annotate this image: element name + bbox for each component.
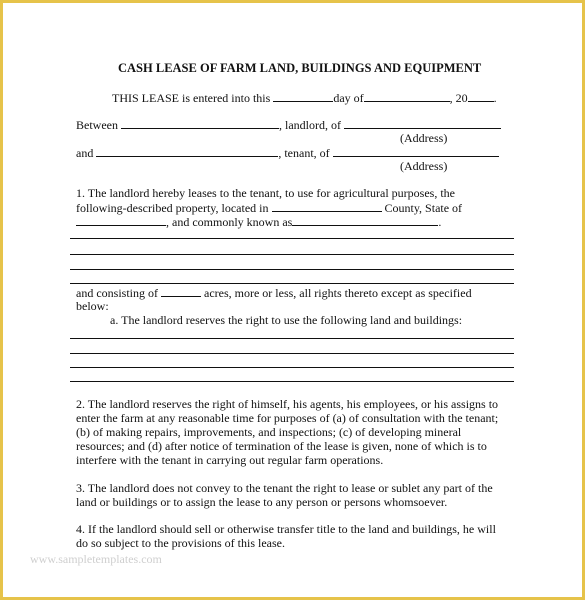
property-description-line-2[interactable] (70, 254, 514, 255)
intro-text-c: , 20 (449, 91, 468, 105)
landlord-address-field[interactable] (344, 117, 501, 129)
state-field[interactable] (76, 214, 166, 226)
and-label: and (76, 146, 94, 160)
p1-line2 (76, 200, 462, 215)
tenant-name-field[interactable] (96, 145, 278, 157)
below-text: below: (76, 299, 109, 313)
consisting-b: acres, more or less, all rights thereto except as specified (204, 286, 472, 300)
consisting-line (76, 285, 472, 300)
p1-line3a: , and commonly known as (166, 215, 293, 229)
p2-line-2: enter the farm at any reasonable time for purposes of (a) of consultation with the tenant; (76, 411, 499, 425)
p4-line-1: 4. If the landlord should sell or otherwise transfer title to the land and buildings, he will (76, 522, 496, 536)
landlord-line (76, 117, 501, 132)
p1-sub-a: a. The landlord reserves the right to use the following land and buildings: (110, 313, 463, 327)
landlord-name-field[interactable] (121, 117, 279, 129)
reserved-land-line-1[interactable] (70, 338, 514, 339)
landlord-role: , landlord, of (278, 118, 341, 132)
tenant-address-caption: (Address) (400, 159, 448, 173)
intro-line (112, 90, 497, 105)
p1-line2b: County, State of (384, 201, 463, 215)
p2-line-5: interfere with the tenant in carrying out regular farm operations. (76, 453, 384, 467)
property-description-line-1[interactable] (70, 238, 514, 239)
known-as-field[interactable] (292, 214, 438, 226)
landlord-address-caption: (Address) (400, 131, 448, 145)
intro-text-d: . (493, 91, 497, 105)
intro-text-a: THIS LEASE is entered into this (112, 91, 271, 105)
county-field[interactable] (272, 200, 382, 212)
reserved-land-line-2[interactable] (70, 353, 514, 354)
p2-line-3: (b) of making repairs, improvements, and inspections; (c) of developing mineral (76, 425, 462, 439)
p4-line-2: do so subject to the provisions of this lease. (76, 536, 285, 550)
between-label: Between (76, 118, 118, 132)
property-description-line-4[interactable] (70, 283, 514, 284)
date-month-field[interactable] (364, 90, 450, 102)
p3-line-2: land or buildings or to assign the lease to any person or persons whomsoever. (76, 495, 448, 509)
p1-line3b: . (438, 215, 442, 229)
consisting-a: and consisting of (76, 286, 158, 300)
p3-line-1: 3. The landlord does not convey to the tenant the right to lease or sublet any part of the (76, 481, 493, 495)
reserved-land-line-3[interactable] (70, 367, 514, 368)
p1-line3 (76, 214, 441, 229)
intro-text-b: day of (333, 91, 364, 105)
p1-line1: 1. The landlord hereby leases to the tenant, to use for agricultural purposes, the (76, 186, 455, 200)
reserved-land-line-4[interactable] (70, 381, 514, 382)
document-title: CASH LEASE OF FARM LAND, BUILDINGS AND EQUIPMENT (118, 61, 482, 75)
date-day-field[interactable] (273, 90, 333, 102)
p1-line2a: following-described property, located in (76, 201, 269, 215)
tenant-role: , tenant, of (278, 146, 330, 160)
watermark-text: www.sampletemplates.com (30, 552, 162, 566)
tenant-line (76, 145, 499, 160)
p2-line-4: resources; and (d) after notice of termination of the lease is given, none of which is to (76, 439, 487, 453)
property-description-line-3[interactable] (70, 269, 514, 270)
p2-line-1: 2. The landlord reserves the right of himself, his agents, his employees, or his assigns to (76, 397, 499, 411)
acres-field[interactable] (161, 285, 201, 297)
date-year-field[interactable] (468, 90, 494, 102)
tenant-address-field[interactable] (333, 145, 499, 157)
